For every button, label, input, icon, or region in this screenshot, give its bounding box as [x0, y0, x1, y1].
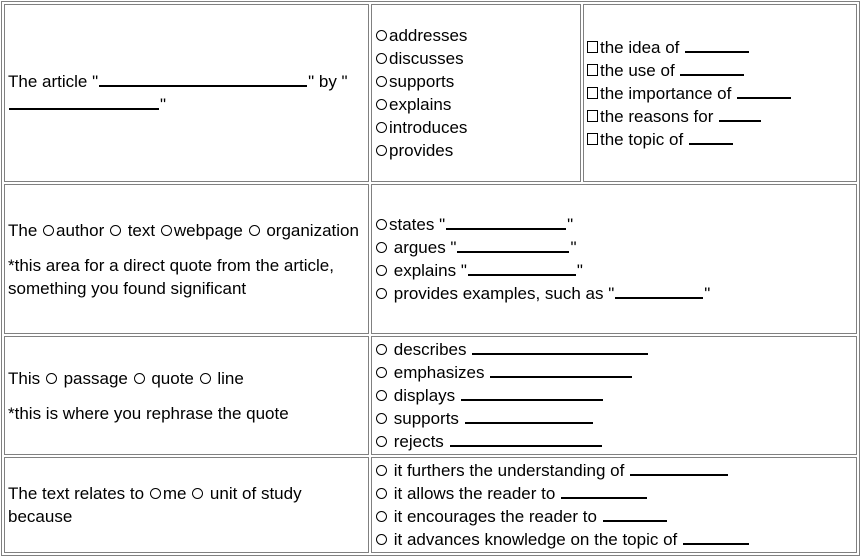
source-lead: The: [8, 220, 38, 240]
passage-cell: [4, 336, 369, 455]
radio-icon[interactable]: [134, 373, 145, 384]
relates-cell: [4, 457, 369, 553]
verb-option[interactable]: provides: [375, 139, 577, 162]
checkbox-icon[interactable]: [587, 87, 598, 99]
radio-icon[interactable]: [376, 390, 387, 401]
topic-option[interactable]: the use of: [587, 59, 853, 82]
quote-blank[interactable]: [457, 237, 569, 253]
quote-options-cell: [371, 184, 857, 334]
verb-option[interactable]: supports: [375, 70, 577, 93]
quote-blank[interactable]: [446, 214, 566, 230]
article-sentence-cell: [4, 4, 369, 182]
passage-lead: This: [8, 368, 41, 388]
rephrase-note: *this is where you rephrase the quote: [8, 403, 289, 423]
relates-blank[interactable]: [603, 506, 667, 522]
relates-end: because: [8, 507, 73, 526]
rephrase-blank[interactable]: [461, 385, 603, 401]
checkbox-icon[interactable]: [587, 64, 598, 76]
passage-choice: line: [217, 368, 244, 388]
topic-options-cell: [583, 4, 857, 182]
rephrase-options-cell: [371, 336, 857, 455]
radio-icon[interactable]: [376, 30, 387, 41]
radio-icon[interactable]: [376, 99, 387, 110]
source-choice: text: [127, 220, 156, 240]
row-rephrase: [4, 336, 857, 455]
checkbox-icon[interactable]: [587, 133, 598, 145]
radio-icon[interactable]: [376, 288, 387, 299]
radio-icon[interactable]: [376, 436, 387, 447]
topic-blank[interactable]: [719, 106, 761, 122]
radio-icon[interactable]: [46, 373, 57, 384]
radio-icon[interactable]: [376, 242, 387, 253]
topic-option[interactable]: the topic of: [587, 128, 853, 151]
quote-blank[interactable]: [468, 260, 576, 276]
radio-icon[interactable]: [376, 219, 387, 230]
radio-icon[interactable]: [376, 265, 387, 276]
relates-choice: me: [162, 484, 187, 503]
rephrase-option[interactable]: rejects: [375, 430, 853, 453]
article-author-blank[interactable]: [9, 94, 159, 110]
source-choice: author: [56, 220, 105, 240]
topic-option[interactable]: the idea of: [587, 36, 853, 59]
worksheet-table: [1, 1, 860, 556]
radio-icon[interactable]: [161, 225, 172, 236]
rephrase-option[interactable]: supports: [375, 407, 853, 430]
rephrase-option[interactable]: displays: [375, 384, 853, 407]
row-relates: [4, 457, 857, 553]
passage-choice: quote: [151, 368, 194, 388]
radio-icon[interactable]: [249, 225, 260, 236]
quote-blank[interactable]: [615, 283, 703, 299]
topic-option[interactable]: the reasons for: [587, 105, 853, 128]
checkbox-icon[interactable]: [587, 110, 598, 122]
source-choice: webpage: [173, 220, 243, 240]
article-title-blank[interactable]: [99, 71, 307, 87]
relates-options-cell: [371, 457, 857, 553]
verb-option[interactable]: explains: [375, 93, 577, 116]
row-quote: [4, 184, 857, 334]
relates-blank[interactable]: [683, 529, 749, 545]
relates-choice: unit of study: [209, 484, 302, 503]
relates-option[interactable]: it advances knowledge on the topic of: [375, 528, 853, 551]
radio-icon[interactable]: [376, 488, 387, 499]
radio-icon[interactable]: [376, 465, 387, 476]
topic-blank[interactable]: [737, 83, 791, 99]
radio-icon[interactable]: [43, 225, 54, 236]
passage-choice: passage: [63, 368, 128, 388]
topic-option[interactable]: the importance of: [587, 82, 853, 105]
radio-icon[interactable]: [150, 488, 161, 499]
radio-icon[interactable]: [192, 488, 203, 499]
rephrase-blank[interactable]: [450, 431, 602, 447]
quote-option[interactable]: provides examples, such as " ": [375, 282, 853, 305]
rephrase-blank[interactable]: [490, 362, 632, 378]
radio-icon[interactable]: [376, 122, 387, 133]
relates-blank[interactable]: [630, 460, 728, 476]
radio-icon[interactable]: [376, 511, 387, 522]
topic-blank[interactable]: [685, 37, 749, 53]
rephrase-blank[interactable]: [465, 408, 593, 424]
radio-icon[interactable]: [376, 344, 387, 355]
source-choice: organization: [266, 220, 359, 240]
radio-icon[interactable]: [376, 367, 387, 378]
relates-lead: The text relates to: [8, 484, 145, 503]
rephrase-option[interactable]: emphasizes: [375, 361, 853, 384]
topic-blank[interactable]: [680, 60, 744, 76]
rephrase-blank[interactable]: [472, 339, 648, 355]
radio-icon[interactable]: [200, 373, 211, 384]
quote-option[interactable]: argues " ": [375, 236, 853, 259]
radio-icon[interactable]: [376, 145, 387, 156]
relates-option[interactable]: it furthers the understanding of: [375, 459, 853, 482]
radio-icon[interactable]: [376, 76, 387, 87]
rephrase-option[interactable]: describes: [375, 338, 853, 361]
verb-option[interactable]: addresses: [375, 24, 577, 47]
quote-option[interactable]: explains " ": [375, 259, 853, 282]
verb-option[interactable]: discusses: [375, 47, 577, 70]
radio-icon[interactable]: [110, 225, 121, 236]
radio-icon[interactable]: [376, 413, 387, 424]
verb-options-cell: [371, 4, 581, 182]
source-cell: [4, 184, 369, 334]
checkbox-icon[interactable]: [587, 41, 598, 53]
article-end: ": [160, 95, 167, 114]
article-mid: " by ": [308, 72, 348, 91]
topic-blank[interactable]: [689, 129, 733, 145]
verb-option[interactable]: introduces: [375, 116, 577, 139]
relates-option[interactable]: it encourages the reader to: [375, 505, 853, 528]
radio-icon[interactable]: [376, 53, 387, 64]
quote-option[interactable]: states " ": [375, 213, 853, 236]
radio-icon[interactable]: [376, 534, 387, 545]
row-article: [4, 4, 857, 182]
relates-blank[interactable]: [561, 483, 647, 499]
relates-option[interactable]: it allows the reader to: [375, 482, 853, 505]
article-prefix: The article ": [8, 72, 99, 91]
quote-note: *this area for a direct quote from the article, something you found significant: [8, 255, 334, 298]
